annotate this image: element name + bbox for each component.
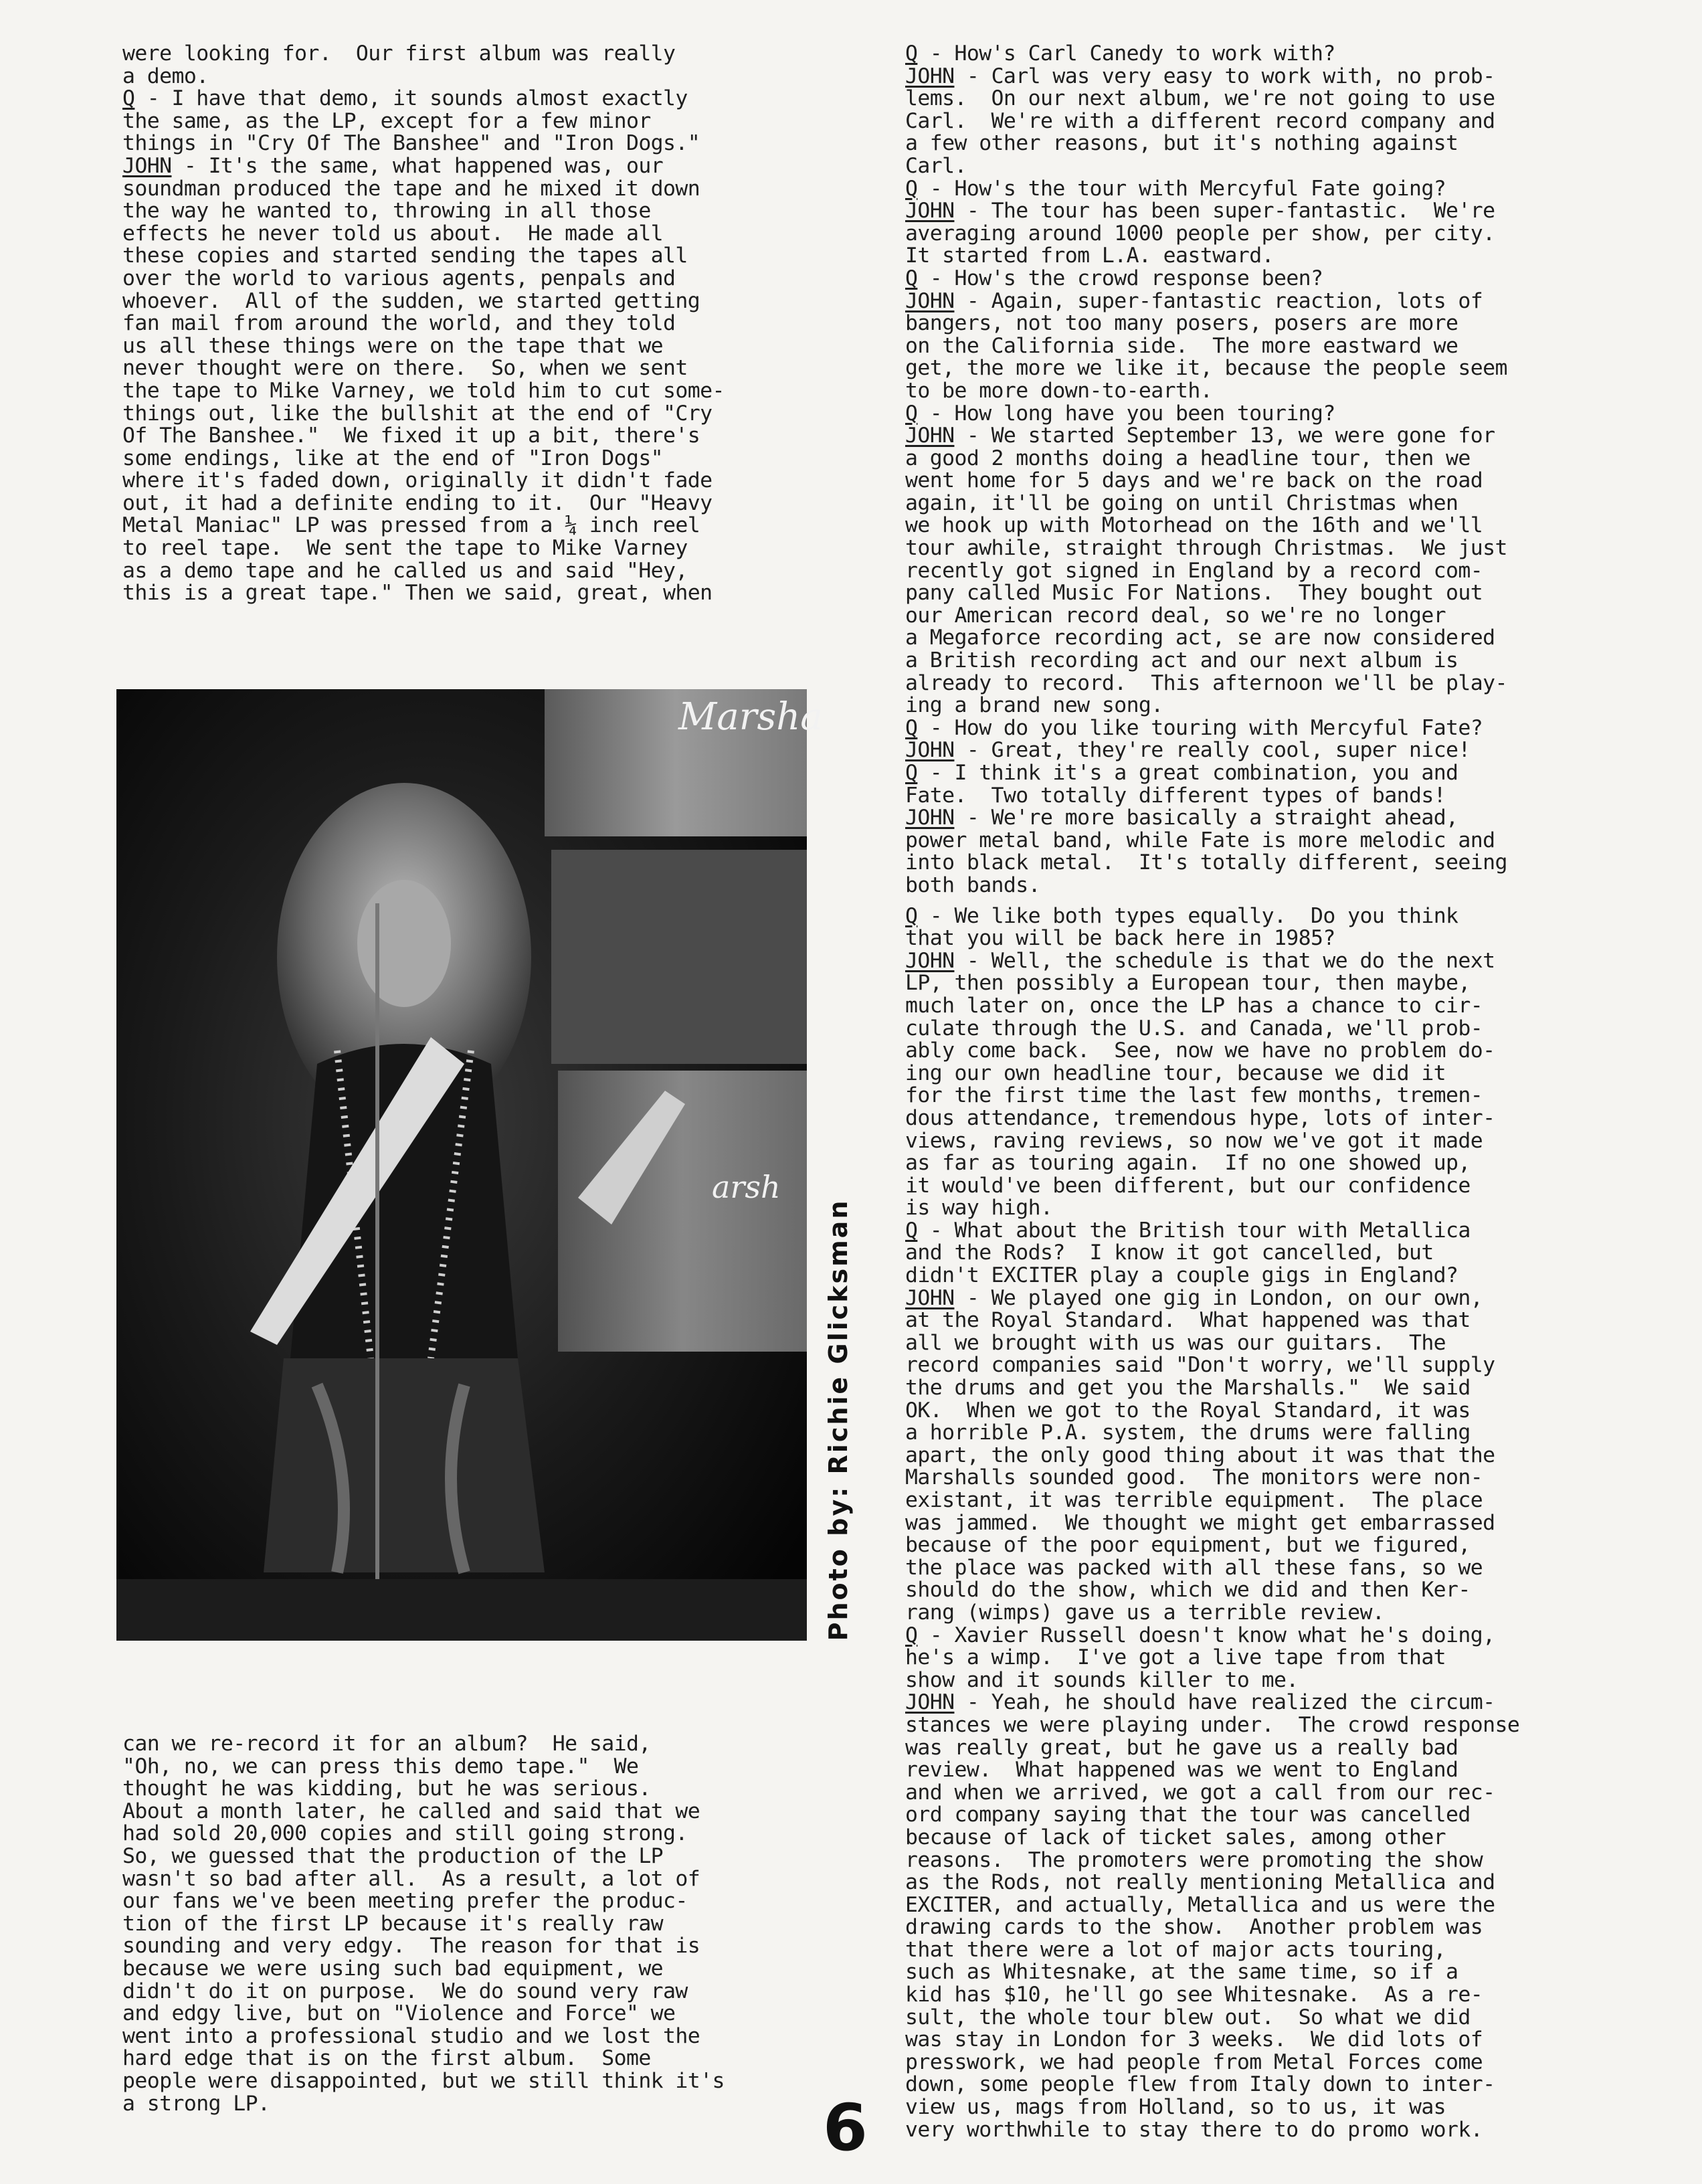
text-line: JOHN - Well, the schedule is that we do the next [905,948,1495,973]
text-line: didn't do it on purpose. We do sound very raw [122,1979,688,2003]
text-line: both bands. [905,873,1041,897]
article-column-left-top [122,43,725,605]
text-line: as the Rods, not really mentioning Metallica and [905,1870,1495,1895]
text-line: Q - How's the tour with Mercyful Fate going? [905,176,1446,201]
text-line: a British recording act and our next album is [905,648,1458,673]
text-line: dous attendance, tremendous hype, lots of inter- [905,1105,1495,1130]
text-line: record companies said "Don't worry, we'll supply [905,1353,1495,1378]
text-line: tour awhile, straight through Christmas. We just [905,536,1507,561]
speaker-john-label: JOHN [905,64,955,88]
text-line: and when we arrived, we got a call from our rec- [905,1780,1495,1805]
text-line: the drums and get you the Marshalls." We said [905,1376,1471,1400]
text-line: our fans we've been meeting prefer the produc- [122,1889,688,1914]
text-line: went home for 5 days and we're back on the road [905,468,1483,493]
text-line: sult, the whole tour blew out. So what we did [905,2005,1471,2029]
text-line: that there were a lot of major acts touring, [905,1937,1446,1962]
text-line: ing our own headline tour, because we did it [905,1061,1446,1085]
text-line: to be more down-to-earth. [905,378,1213,403]
speaker-q-label: Q [905,1623,918,1647]
text-line: this is a great tape." Then we said, great, when [122,581,713,606]
text-line: it would've been different, but our confidence [905,1173,1471,1198]
text-line: Q - How's the crowd response been? [905,266,1323,290]
text-line: Q - I have that demo, it sounds almost exactly [122,86,688,111]
speaker-john-label: JOHN [122,153,172,178]
text-line: didn't EXCITER play a couple gigs in England? [905,1263,1458,1288]
text-line: the tape to Mike Varney, we told him to cut some- [122,378,725,403]
photo-image [116,689,823,1641]
text-line: the same, as the LP, except for a few minor [122,108,651,133]
text-line: Carl. [905,153,967,178]
text-line: a few other reasons, but it's nothing against [905,131,1458,156]
article-column-left-bottom [122,1733,725,2115]
text-line: JOHN - We played one gig in London, on our own, [905,1285,1483,1310]
speaker-john-label: JOHN [905,738,955,763]
text-line: because we were using such bad equipment, we [122,1956,664,1981]
speaker-q-label: Q [905,761,918,785]
text-line: and the Rods? I know it got cancelled, but [905,1241,1434,1265]
text-line: our American record deal, so we're no longer [905,603,1446,628]
text-line: ably come back. See, now we have no problem do- [905,1038,1495,1063]
text-line: as a demo tape and he called us and said "Hey, [122,558,688,583]
text-line: apart, the only good thing about it was that the [905,1443,1495,1467]
text-line: Of The Banshee." We fixed it up a bit, there's [122,424,700,448]
text-line: were looking for. Our first album was really [122,41,676,66]
text-line: reasons. The promoters were promoting the show [905,1847,1483,1872]
text-line: down, some people flew from Italy down to inter- [905,2072,1495,2097]
text-line: rang (wimps) gave us a terrible review. [905,1600,1385,1625]
text-line: stances we were playing under. The crowd response [905,1712,1520,1737]
speaker-q-label: Q [905,715,918,740]
text-line: JOHN - Great, they're really cool, super nice! [905,738,1471,763]
text-line: is way high. [905,1196,1053,1220]
text-line: such as Whitesnake, at the same time, so if a [905,1960,1458,1985]
text-line: LP, then possibly a European tour, then maybe, [905,971,1471,996]
text-line: much later on, once the LP has a chance to cir- [905,993,1483,1018]
text-line: as far as touring again. If no one showed up, [905,1151,1471,1176]
performer-legs [264,1358,545,1572]
text-line: Q - What about the British tour with Metallica [905,1218,1471,1243]
text-line: Q - How do you like touring with Mercyful Fate? [905,715,1483,740]
text-line: out, it had a definite ending to it. Our "Heavy [122,490,713,515]
text-line: pany called Music For Nations. They bought out [905,581,1483,606]
text-line: sounding and very edgy. The reason for that is [122,1934,700,1959]
text-line: JOHN - Yeah, he should have realized the circum- [905,1690,1495,1715]
text-line: "Oh, no, we can press this demo tape." We [122,1754,639,1779]
performer-face [357,880,451,1007]
text-line: us all these things were on the tape that we [122,333,664,358]
text-line: Fate. Two totally different types of bands! [905,783,1446,808]
concert-photo [116,689,823,1641]
text-line: to reel tape. We sent the tape to Mike Varney [122,536,688,561]
text-line: was stay in London for 3 weeks. We did lots of [905,2027,1483,2052]
text-line: hard edge that is on the first album. Some [122,2046,651,2071]
text-line: a good 2 months doing a headline tour, then we [905,446,1471,470]
speaker-john-label: JOHN [905,288,955,313]
text-line: ord company saying that the tour was cancelled [905,1803,1471,1827]
speaker-john-label: JOHN [905,424,955,448]
text-line: the place was packed with all these fans, so we [905,1555,1483,1580]
text-line: Q - How long have you been touring? [905,401,1335,426]
amp-logo-bottom: arsh [712,1169,781,1205]
text-line: Metal Maniac" LP was pressed from a ¼ inch reel [122,513,700,538]
text-line: drawing cards to the show. Another problem was [905,1915,1483,1940]
text-line: lems. On our next album, we're not going to use [905,86,1495,111]
text-line: JOHN - We're more basically a straight ahead, [905,806,1458,830]
text-line: tion of the first LP because it's really raw [122,1911,664,1936]
text-line: ing a brand new song. [905,693,1163,718]
text-line: very worthwhile to stay there to do promo work. [905,2117,1483,2142]
text-line: because of the poor equipment, but we figured, [905,1533,1471,1558]
text-line: a strong LP. [122,2091,270,2116]
text-line: bangers, not too many posers, posers are more [905,311,1458,336]
text-line: things in "Cry Of The Banshee" and "Iron Dogs." [122,131,700,156]
text-line: at the Royal Standard. What happened was that [905,1308,1471,1333]
text-line: fan mail from around the world, and they told [122,311,676,336]
text-line: was really great, but he gave us a really bad [905,1735,1458,1760]
text-line: can we re-record it for an album? He said, [122,1732,651,1756]
text-line: people were disappointed, but we still think it's [122,2068,725,2093]
page-number: 6 [823,2090,868,2165]
text-line: JOHN - It's the same, what happened was, our [122,153,664,178]
text-line: we hook up with Motorhead on the 16th and we'll [905,513,1483,538]
text-line: power metal band, while Fate is more melodic and [905,828,1495,852]
text-line: where it's faded down, originally it didn't fade [122,468,713,493]
text-line: view us, mags from Holland, so to us, it was [905,2095,1446,2120]
text-line: Carl. We're with a different record company and [905,108,1495,133]
text-line: JOHN - The tour has been super-fantastic. We're [905,199,1495,223]
text-line: because of lack of ticket sales, among other [905,1825,1446,1849]
text-line: Q - Xavier Russell doesn't know what he's doing, [905,1623,1495,1647]
speaker-john-label: JOHN [905,1285,955,1310]
text-line: these copies and started sending the tapes all [122,244,688,268]
text-line: into black metal. It's totally different, seeing [905,850,1507,875]
speaker-q-label: Q [905,41,918,66]
text-line: Marshalls sounded good. The monitors were non- [905,1465,1483,1490]
text-line: effects he never told us about. He made all [122,221,664,246]
article-column-right [905,43,1519,2141]
text-line: all we brought with us was our guitars. The [905,1330,1446,1355]
text-line: presswork, we had people from Metal Forces come [905,2050,1483,2074]
text-line: Q - How's Carl Canedy to work with? [905,41,1335,66]
text-line: thought he was kidding, but he was serious. [122,1777,651,1801]
speaker-john-label: JOHN [905,1690,955,1715]
text-line: existant, it was terrible equipment. The place [905,1488,1483,1512]
text-line: OK. When we got to the Royal Standard, it was [905,1398,1471,1423]
text-line: About a month later, he called and said that we [122,1799,700,1823]
text-line: he's a wimp. I've got a live tape from that [905,1645,1446,1670]
text-line: a demo. [122,64,209,88]
text-line: went into a professional studio and we lost the [122,2023,700,2048]
text-line: on the California side. The more eastward we [905,333,1458,358]
text-line: JOHN - We started September 13, we were gone for [905,424,1495,448]
text-line: and edgy live, but on "Violence and Force" we [122,2001,676,2026]
speaker-john-label: JOHN [905,948,955,973]
amp-logo-top: Marsha [678,695,823,739]
text-line: for the first time the last few months, tremen- [905,1083,1483,1108]
text-line: soundman produced the tape and he mixed it down [122,176,700,201]
text-line: It started from L.A. eastward. [905,244,1274,268]
photo-credit: Photo by: Richie Glicksman [824,1198,853,1641]
text-line: culate through the U.S. and Canada, we'll prob- [905,1016,1483,1040]
speaker-q-label: Q [905,903,918,928]
text-line: Q - We like both types equally. Do you think [905,903,1458,928]
speaker-q-label: Q [122,86,135,111]
text-line: wasn't so bad after all. As a result, a lot of [122,1866,700,1891]
speaker-q-label: Q [905,266,918,290]
text-line: over the world to various agents, penpals and [122,266,676,290]
text-line: JOHN - Carl was very easy to work with, no prob- [905,64,1495,88]
text-line: a horrible P.A. system, the drums were falling [905,1421,1471,1445]
text-line: averaging around 1000 people per show, per city. [905,221,1495,246]
text-line: get, the more we like it, because the people seem [905,356,1507,381]
text-line: So, we guessed that the production of the LP [122,1843,664,1868]
text-line: review. What happened was we went to England [905,1758,1458,1783]
text-line: some endings, like at the end of "Iron Dogs" [122,446,664,470]
text-line: was jammed. We thought we might get embarrassed [905,1510,1495,1535]
text-line: JOHN - Again, super-fantastic reaction, lots of [905,288,1483,313]
text-line: whoever. All of the sudden, we started getting [122,288,700,313]
text-line: again, it'll be going on until Christmas when [905,490,1458,515]
text-line: a Megaforce recording act, se are now considered [905,626,1495,650]
text-line: things out, like the bullshit at the end of "Cry [122,401,713,426]
text-line: kid has $10, he'll go see Whitesnake. As a re- [905,1983,1483,2007]
speaker-q-label: Q [905,1218,918,1243]
speaker-q-label: Q [905,401,918,426]
text-line: EXCITER, and actually, Metallica and us were the [905,1892,1495,1917]
speaker-q-label: Q [905,176,918,201]
text-line: views, raving reviews, so now we've got it made [905,1128,1483,1153]
text-line: already to record. This afternoon we'll be play- [905,670,1507,695]
speaker-john-label: JOHN [905,806,955,830]
text-line: had sold 20,000 copies and still going strong. [122,1821,688,1846]
text-line: never thought were on there. So, when we sent [122,356,688,381]
text-line: the way he wanted to, throwing in all those [122,199,651,223]
text-line: Q - I think it's a great combination, you and [905,761,1458,785]
text-line: should do the show, which we did and then Ker- [905,1578,1471,1603]
text-line: recently got signed in England by a record com- [905,558,1483,583]
text-line: show and it sounds killer to me. [905,1667,1299,1692]
speaker-john-label: JOHN [905,199,955,223]
text-line: that you will be back here in 1985? [905,926,1335,951]
